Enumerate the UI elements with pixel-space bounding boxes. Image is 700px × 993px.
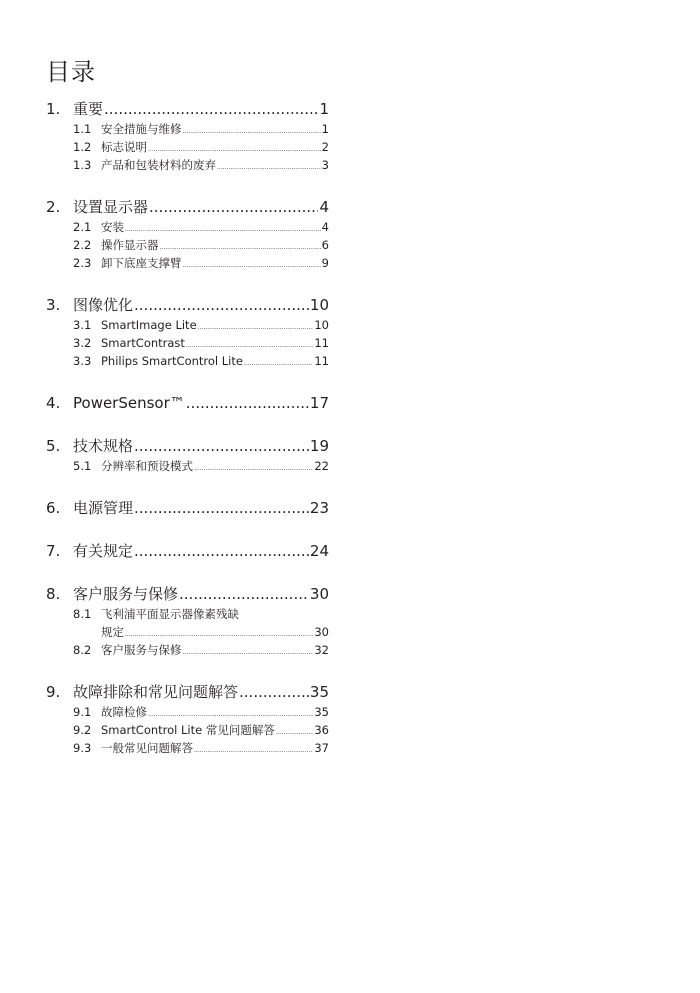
toc-entry-6[interactable] xyxy=(46,498,329,518)
toc-entry-2-1[interactable] xyxy=(46,218,329,236)
subsection-number: 2.1 xyxy=(73,220,92,234)
toc-entry-2[interactable] xyxy=(46,197,329,217)
dot-leader xyxy=(217,159,321,177)
dot-leader xyxy=(134,498,309,518)
section-title: 图像优化 xyxy=(73,296,134,314)
section-title: 客户服务与保修 xyxy=(73,585,179,603)
dot-leader xyxy=(134,436,309,456)
toc-entry-5-1[interactable] xyxy=(46,457,329,475)
section-number: 3. xyxy=(46,296,61,314)
toc-entry-9-1[interactable] xyxy=(46,703,329,721)
subsection-title: SmartContrast xyxy=(101,336,185,350)
subsection-page: 32 xyxy=(314,643,329,657)
subsection-number: 3.1 xyxy=(73,318,92,332)
subsection-number: 9.2 xyxy=(73,723,92,737)
toc-entry-7[interactable] xyxy=(46,541,329,561)
toc-section-7 xyxy=(46,541,329,561)
dot-leader xyxy=(160,239,321,257)
dot-leader xyxy=(134,295,309,315)
toc-entry-8[interactable] xyxy=(46,584,329,604)
toc-entry-8-1[interactable] xyxy=(46,605,329,641)
subsection-page: 4 xyxy=(321,220,329,234)
toc-section-5 xyxy=(46,436,329,475)
dot-leader xyxy=(244,355,313,373)
toc-entry-9-3[interactable] xyxy=(46,739,329,757)
dot-leader xyxy=(179,584,309,604)
subsection-number: 9.3 xyxy=(73,741,92,755)
section-number: 5. xyxy=(46,437,61,455)
section-page: 30 xyxy=(309,585,329,603)
subsection-page: 11 xyxy=(314,354,329,368)
dot-leader xyxy=(186,337,313,355)
section-title: 技术规格 xyxy=(73,437,134,455)
toc-entry-1[interactable] xyxy=(46,99,329,119)
toc-section-1 xyxy=(46,99,329,174)
dot-leader xyxy=(148,706,313,724)
subsection-title: SmartImage Lite xyxy=(101,318,197,332)
dot-leader xyxy=(125,221,321,239)
subsection-number: 3.3 xyxy=(73,354,92,368)
section-title: 电源管理 xyxy=(73,499,134,517)
toc-entry-1-1[interactable] xyxy=(46,120,329,138)
toc-entry-2-2[interactable] xyxy=(46,236,329,254)
subsection-page: 35 xyxy=(314,705,329,719)
toc-section-2 xyxy=(46,197,329,272)
dot-leader xyxy=(239,682,309,702)
subsection-page: 10 xyxy=(314,318,329,332)
section-number: 2. xyxy=(46,198,61,216)
subsection-page: 2 xyxy=(321,140,329,154)
section-number: 6. xyxy=(46,499,61,517)
dot-leader xyxy=(194,742,313,760)
subsection-title: 标志说明 xyxy=(101,140,147,154)
subsection-title: 分辨率和预设模式 xyxy=(101,459,193,473)
dot-leader xyxy=(183,123,321,141)
toc-section-6 xyxy=(46,498,329,518)
subsection-title: 安全措施与维修 xyxy=(101,122,182,136)
subsection-number: 1.2 xyxy=(73,140,92,154)
dot-leader xyxy=(194,460,313,478)
section-title: 重要 xyxy=(73,100,104,118)
dot-leader xyxy=(183,644,314,662)
dot-leader xyxy=(186,393,309,413)
section-page: 1 xyxy=(319,100,329,118)
subsection-page: 37 xyxy=(314,741,329,755)
subsection-page: 3 xyxy=(321,158,329,172)
section-page: 24 xyxy=(309,542,329,560)
section-number: 8. xyxy=(46,585,61,603)
dot-leader xyxy=(134,541,309,561)
toc-section-8 xyxy=(46,584,329,659)
subsection-page: 11 xyxy=(314,336,329,350)
subsection-page: 6 xyxy=(321,238,329,252)
dot-leader xyxy=(198,319,314,337)
subsection-title: 操作显示器 xyxy=(101,238,159,252)
dot-leader xyxy=(183,257,321,275)
section-number: 9. xyxy=(46,683,61,701)
toc-entry-5[interactable] xyxy=(46,436,329,456)
section-title: 有关规定 xyxy=(73,542,134,560)
subsection-title: 飞利浦平面显示器像素残缺 xyxy=(101,607,239,621)
table-of-contents xyxy=(46,99,329,780)
toc-entry-8-2[interactable] xyxy=(46,641,329,659)
subsection-title-continued: 规定 xyxy=(101,625,124,639)
toc-entry-2-3[interactable] xyxy=(46,254,329,272)
subsection-number: 8.2 xyxy=(73,643,92,657)
section-page: 10 xyxy=(309,296,329,314)
subsection-number: 1.3 xyxy=(73,158,92,172)
section-page: 19 xyxy=(309,437,329,455)
dot-leader xyxy=(149,197,318,217)
subsection-title: 安装 xyxy=(101,220,124,234)
toc-entry-4[interactable] xyxy=(46,393,329,413)
subsection-title: Philips SmartControl Lite xyxy=(101,354,243,368)
subsection-number: 8.1 xyxy=(73,607,92,621)
subsection-number: 3.2 xyxy=(73,336,92,350)
subsection-title: 一般常见问题解答 xyxy=(101,741,193,755)
page-title: 目录 xyxy=(46,58,96,86)
toc-section-4 xyxy=(46,393,329,413)
section-number: 1. xyxy=(46,100,61,118)
subsection-page: 22 xyxy=(314,459,329,473)
subsection-title: 卸下底座支撑臂 xyxy=(101,256,182,270)
section-page: 23 xyxy=(309,499,329,517)
subsection-number: 5.1 xyxy=(73,459,92,473)
subsection-title: SmartControl Lite 常见问题解答 xyxy=(101,723,275,737)
section-title: PowerSensor™ xyxy=(73,394,185,412)
section-number: 7. xyxy=(46,542,61,560)
dot-leader xyxy=(276,724,314,742)
toc-entry-3[interactable] xyxy=(46,295,329,315)
subsection-title: 故障检修 xyxy=(101,705,147,719)
section-page: 4 xyxy=(319,198,329,216)
subsection-title: 产品和包装材料的废弃 xyxy=(101,158,216,172)
toc-section-9 xyxy=(46,682,329,757)
section-title: 故障排除和常见问题解答 xyxy=(73,683,239,701)
subsection-title: 客户服务与保修 xyxy=(101,643,182,657)
section-number: 4. xyxy=(46,394,61,412)
subsection-number: 9.1 xyxy=(73,705,92,719)
section-page: 17 xyxy=(309,394,329,412)
section-page: 35 xyxy=(309,683,329,701)
dot-leader xyxy=(125,626,313,644)
toc-entry-3-2[interactable] xyxy=(46,334,329,352)
subsection-number: 1.1 xyxy=(73,122,92,136)
subsection-page: 9 xyxy=(321,256,329,270)
subsection-page: 1 xyxy=(321,122,329,136)
dot-leader xyxy=(148,141,321,159)
toc-entry-9[interactable] xyxy=(46,682,329,702)
subsection-number: 2.3 xyxy=(73,256,92,270)
subsection-number: 2.2 xyxy=(73,238,92,252)
dot-leader xyxy=(104,99,318,119)
toc-entry-1-2[interactable] xyxy=(46,138,329,156)
subsection-page: 36 xyxy=(314,723,329,737)
subsection-page: 30 xyxy=(314,625,329,639)
toc-entry-3-1[interactable] xyxy=(46,316,329,334)
toc-section-3 xyxy=(46,295,329,370)
section-title: 设置显示器 xyxy=(73,198,149,216)
